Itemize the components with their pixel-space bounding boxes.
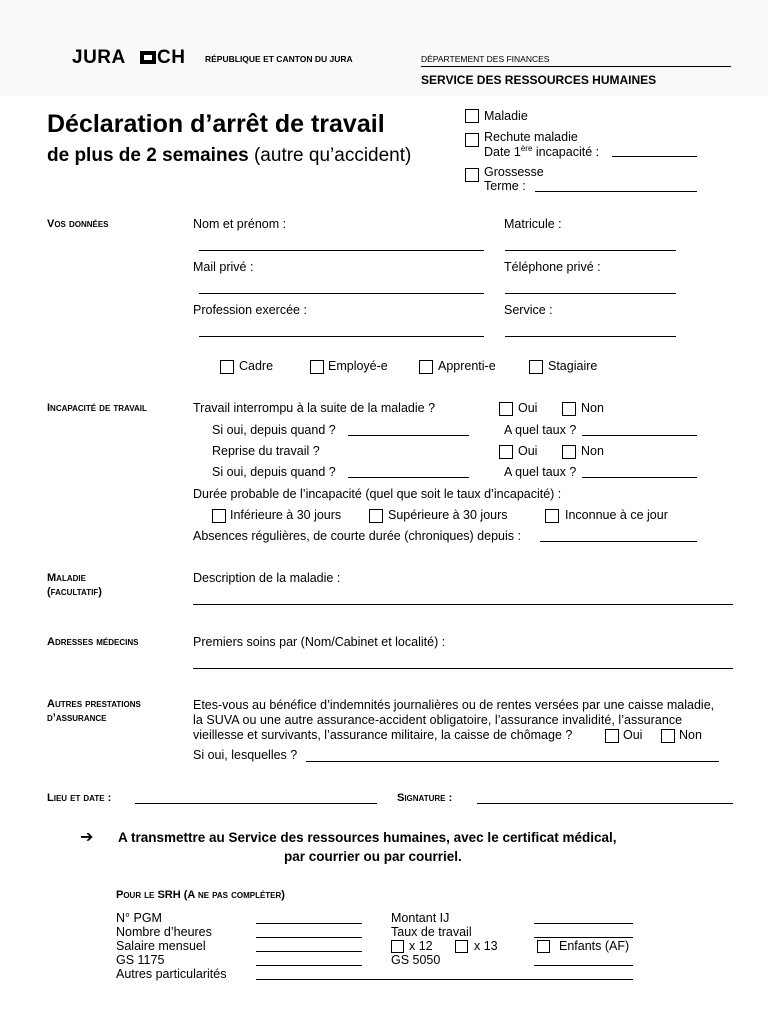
srh-title: Pour le SRH (A ne pas compléter) <box>116 889 285 901</box>
service-field[interactable] <box>505 336 676 337</box>
nom-field[interactable] <box>199 250 484 251</box>
reprise-non-checkbox[interactable] <box>562 445 576 459</box>
duree-label: Durée probable de l’incapacité (quel que soit le taux d’incapacité) : <box>193 487 562 501</box>
prestations-label-1: Autres prestations <box>47 698 141 710</box>
section-prestations <box>47 698 141 726</box>
prestations-text-2: la SUVA ou une autre assurance-accident obligatoire, l’assurance invalidité, l’assurance <box>193 713 683 727</box>
cadre-checkbox[interactable] <box>220 360 234 374</box>
description-label: Description de la maladie : <box>193 571 341 585</box>
gs1175-label: GS 1175 <box>116 953 165 967</box>
mail-label: Mail privé : <box>193 260 254 274</box>
stagiaire-label: Stagiaire <box>548 359 598 373</box>
inf30-label: Inférieure à 30 jours <box>230 508 342 522</box>
date-suffix: incapacité : <box>532 145 600 160</box>
grossesse-checkbox[interactable] <box>465 168 479 182</box>
arrow-right-icon: ➔ <box>80 829 94 846</box>
apprenti-checkbox[interactable] <box>419 360 433 374</box>
enfants-checkbox[interactable] <box>537 940 550 953</box>
autres-label: Autres particularités <box>116 967 227 981</box>
maladie-label-1: Maladie <box>47 572 86 584</box>
taux-travail-label: Taux de travail <box>391 925 472 939</box>
prestations-non-label: Non <box>679 728 702 742</box>
depuis-label-2: Si oui, depuis quand ? <box>212 465 336 479</box>
pgm-field[interactable] <box>256 923 362 924</box>
montant-label: Montant IJ <box>391 911 450 925</box>
interrompu-oui-label: Oui <box>518 401 538 415</box>
absences-field[interactable] <box>540 541 697 542</box>
maladie-checkbox[interactable] <box>465 109 479 123</box>
enfants-label: Enfants (AF) <box>559 939 630 953</box>
signature-field[interactable] <box>477 803 733 804</box>
montant-field[interactable] <box>534 923 633 924</box>
prestations-oui-checkbox[interactable] <box>605 729 619 743</box>
apprenti-label: Apprenti-e <box>438 359 496 373</box>
lieu-date-field[interactable] <box>135 803 377 804</box>
maladie-label-2: (facultatif) <box>47 586 102 599</box>
telephone-field[interactable] <box>505 293 676 294</box>
lesquelles-field[interactable] <box>306 761 719 762</box>
logo-flag-stripe <box>144 55 152 60</box>
inf30-checkbox[interactable] <box>212 509 226 523</box>
departement-name: DÉPARTEMENT DES FINANCES <box>421 54 550 64</box>
interrompu-non-checkbox[interactable] <box>562 402 576 416</box>
prestations-oui-label: Oui <box>623 728 643 742</box>
transmettre-line-2: par courrier ou par courriel. <box>284 849 462 864</box>
nom-label: Nom et prénom : <box>193 217 287 231</box>
gs1175-field[interactable] <box>256 965 362 966</box>
maladie-label: Maladie <box>484 109 528 123</box>
taux-label-2: A quel taux ? <box>504 465 577 479</box>
pgm-label: N° PGM <box>116 911 162 925</box>
taux-label-1: A quel taux ? <box>504 423 577 437</box>
logo-text-right: CH <box>157 47 186 68</box>
signature-label: Signature : <box>397 792 453 804</box>
reprise-label: Reprise du travail ? <box>212 444 320 458</box>
prestations-text-3: vieillesse et survivants, l’assurance militaire, la caisse de chômage ? <box>193 728 573 742</box>
header-divider <box>421 66 731 67</box>
lieu-date-label: Lieu et date : <box>47 792 112 804</box>
section-medecins: Adresses médecins <box>47 636 139 648</box>
page-subtitle <box>47 146 411 165</box>
depuis-field-2[interactable] <box>348 477 469 478</box>
rechute-label: Rechute maladie <box>484 130 578 144</box>
prestations-non-checkbox[interactable] <box>661 729 675 743</box>
depuis-field-1[interactable] <box>348 435 469 436</box>
interrompu-oui-checkbox[interactable] <box>499 402 513 416</box>
reprise-oui-checkbox[interactable] <box>499 445 513 459</box>
date-incapacite-field[interactable] <box>612 156 697 157</box>
service-name: SERVICE DES RESSOURCES HUMAINES <box>421 73 657 87</box>
gs5050-label: GS 5050 <box>391 953 441 967</box>
soins-field[interactable] <box>193 668 733 669</box>
subtitle-normal: (autre qu’accident) <box>248 145 412 166</box>
date-prefix: Date 1 <box>484 145 521 160</box>
date-incapacite-label <box>484 145 599 159</box>
autres-field[interactable] <box>256 979 633 980</box>
rechute-checkbox[interactable] <box>465 133 479 147</box>
heures-field[interactable] <box>256 937 362 938</box>
x12-label: x 12 <box>409 939 433 953</box>
employe-checkbox[interactable] <box>310 360 324 374</box>
sup30-label: Supérieure à 30 jours <box>388 508 508 522</box>
salaire-label: Salaire mensuel <box>116 939 206 953</box>
interrompu-label: Travail interrompu à la suite de la maladie ? <box>193 401 436 415</box>
x12-checkbox[interactable] <box>391 940 404 953</box>
inconnue-checkbox[interactable] <box>545 509 559 523</box>
lesquelles-label: Si oui, lesquelles ? <box>193 748 298 762</box>
x13-label: x 13 <box>474 939 498 953</box>
canton-name: RÉPUBLIQUE ET CANTON DU JURA <box>205 54 353 64</box>
logo-text-left: JURA <box>72 47 126 68</box>
subtitle-bold: de plus de 2 semaines <box>47 145 249 166</box>
terme-field[interactable] <box>535 191 697 192</box>
section-maladie <box>47 571 102 600</box>
heures-label: Nombre d’heures <box>116 925 212 939</box>
mail-field[interactable] <box>199 293 484 294</box>
description-field[interactable] <box>193 604 733 605</box>
transmettre-line-1: A transmettre au Service des ressources humaines, avec le certificat médical, <box>118 830 617 845</box>
taux-field-2[interactable] <box>582 477 697 478</box>
depuis-label-1: Si oui, depuis quand ? <box>212 423 336 437</box>
prestations-label-2: d’assurance <box>47 711 107 724</box>
cadre-label: Cadre <box>239 359 274 373</box>
salaire-field[interactable] <box>256 951 362 952</box>
absences-label: Absences régulières, de courte durée (chroniques) depuis : <box>193 529 521 543</box>
profession-field[interactable] <box>199 336 484 337</box>
taux-travail-field[interactable] <box>534 937 633 938</box>
section-incapacite: Incapacité de travail <box>47 402 147 414</box>
taux-field-1[interactable] <box>582 435 697 436</box>
soins-label: Premiers soins par (Nom/Cabinet et localité) : <box>193 635 446 649</box>
reprise-oui-label: Oui <box>518 444 538 458</box>
x13-checkbox[interactable] <box>455 940 468 953</box>
sup30-checkbox[interactable] <box>369 509 383 523</box>
matricule-label: Matricule : <box>504 217 562 231</box>
telephone-label: Téléphone privé : <box>504 260 601 274</box>
date-sup: ère <box>520 144 533 153</box>
terme-label: Terme : <box>484 179 526 193</box>
grossesse-label: Grossesse <box>484 165 544 179</box>
interrompu-non-label: Non <box>581 401 604 415</box>
employe-label: Employé-e <box>328 359 388 373</box>
profession-label: Profession exercée : <box>193 303 307 317</box>
stagiaire-checkbox[interactable] <box>529 360 543 374</box>
matricule-field[interactable] <box>505 250 676 251</box>
section-vos-donnees: Vos données <box>47 218 109 230</box>
inconnue-label: Inconnue à ce jour <box>565 508 668 522</box>
gs5050-field[interactable] <box>534 965 633 966</box>
prestations-text-1: Etes-vous au bénéfice d’indemnités journalières ou de rentes versées par une caisse maladie, <box>193 698 715 712</box>
page-title: Déclaration d’arrêt de travail <box>47 110 385 138</box>
service-label: Service : <box>504 303 553 317</box>
reprise-non-label: Non <box>581 444 604 458</box>
